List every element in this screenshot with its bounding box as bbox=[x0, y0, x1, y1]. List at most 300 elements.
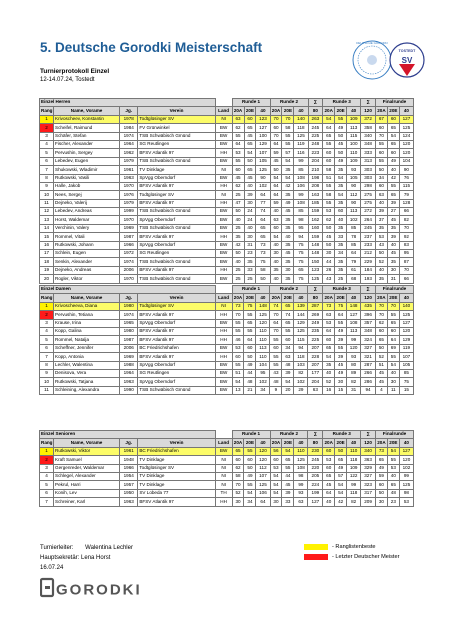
score-cell: 70 bbox=[387, 302, 399, 310]
name-cell: Pervushin, Sergey bbox=[54, 149, 120, 157]
score-cell: 54 bbox=[244, 149, 256, 157]
rank-cell: 6 bbox=[40, 157, 54, 165]
score-cell: 127 bbox=[308, 498, 323, 506]
rank-cell: 12 bbox=[40, 208, 54, 216]
col-d40: 40 bbox=[399, 107, 413, 115]
rank-cell: 2 bbox=[40, 124, 54, 132]
header-round-1: Runde 1 bbox=[232, 99, 270, 107]
score-cell: 65 bbox=[375, 456, 387, 464]
club-cell: TV Dinklage bbox=[138, 456, 215, 464]
score-cell: 55 bbox=[232, 327, 244, 335]
land-cell: NI bbox=[215, 191, 232, 199]
table-row bbox=[40, 369, 414, 377]
score-cell: 55 bbox=[335, 319, 347, 327]
rank-cell: 11 bbox=[40, 386, 54, 394]
score-cell: 40 bbox=[270, 275, 282, 283]
rank-cell: 3 bbox=[40, 319, 54, 327]
score-cell: 59 bbox=[375, 472, 387, 480]
score-cell: 45 bbox=[282, 208, 294, 216]
score-cell: 13 bbox=[232, 386, 244, 394]
land-cell: HH bbox=[215, 353, 232, 361]
score-cell: 99 bbox=[347, 481, 361, 489]
score-cell: 54 bbox=[282, 174, 294, 182]
score-cell: 62 bbox=[375, 319, 387, 327]
col-d20e: 20E bbox=[244, 439, 256, 447]
score-cell: 233 bbox=[361, 241, 376, 249]
score-cell: 102 bbox=[399, 464, 413, 472]
score-cell: 45 bbox=[270, 157, 282, 165]
score-cell: 50 bbox=[256, 275, 270, 283]
score-cell: 53 bbox=[323, 319, 335, 327]
score-cell: 55 bbox=[270, 336, 282, 344]
table-row bbox=[40, 489, 414, 497]
score-cell: 40 bbox=[323, 369, 335, 377]
rank-cell: 17 bbox=[40, 250, 54, 258]
col-d40: 40 bbox=[294, 294, 308, 302]
score-cell: 286 bbox=[361, 378, 376, 386]
score-cell: 63 bbox=[232, 115, 244, 123]
table-row bbox=[40, 464, 414, 472]
score-cell: 99 bbox=[347, 336, 361, 344]
score-cell: 177 bbox=[308, 369, 323, 377]
score-cell: 54 bbox=[335, 489, 347, 497]
score-cell: 55 bbox=[323, 182, 335, 190]
score-cell: 40 bbox=[270, 258, 282, 266]
table-row bbox=[40, 216, 414, 224]
col-land: Land bbox=[215, 107, 232, 115]
logo-ring-text: DEUTSCHE GORODKI bbox=[356, 41, 388, 45]
score-cell: 83 bbox=[399, 241, 413, 249]
brand-logo bbox=[40, 577, 150, 599]
table-row bbox=[40, 311, 414, 319]
score-cell: 30 bbox=[244, 233, 256, 241]
score-cell: 327 bbox=[361, 472, 376, 480]
year-cell: 1961 bbox=[120, 166, 138, 174]
score-cell: 4 bbox=[375, 386, 387, 394]
score-cell: 120 bbox=[399, 140, 413, 148]
land-cell: BW bbox=[215, 369, 232, 377]
club-cell: BFSV Atlantik 97 bbox=[138, 182, 215, 190]
score-cell: 60 bbox=[387, 149, 399, 157]
score-cell: 48 bbox=[282, 361, 294, 369]
score-cell: 47 bbox=[232, 199, 244, 207]
score-cell: 60 bbox=[387, 327, 399, 335]
col-d20e: 20E bbox=[282, 107, 294, 115]
score-cell: 52 bbox=[375, 258, 387, 266]
score-cell: 45 bbox=[244, 132, 256, 140]
score-cell: 46 bbox=[232, 336, 244, 344]
score-cell: 245 bbox=[308, 456, 323, 464]
header-sum: ∑ bbox=[308, 99, 323, 107]
score-cell: 54 bbox=[282, 378, 294, 386]
club-cell: TSB Schwäbisch Gmünd bbox=[138, 208, 215, 216]
score-cell: 95 bbox=[256, 369, 270, 377]
score-cell: 60 bbox=[375, 124, 387, 132]
header-round-1: Runde 1 bbox=[232, 286, 270, 294]
table-row bbox=[40, 250, 414, 258]
score-cell: 55 bbox=[232, 157, 244, 165]
score-cell: 70 bbox=[375, 302, 387, 310]
score-cell: 207 bbox=[308, 344, 323, 352]
header-final: Finalrunde bbox=[375, 99, 413, 107]
col-d20a: 20A bbox=[232, 439, 244, 447]
score-cell: 82 bbox=[347, 378, 361, 386]
club-cell: SpVgg Oberndorf bbox=[138, 378, 215, 386]
score-cell: 266 bbox=[361, 369, 376, 377]
rank-cell: 7 bbox=[40, 353, 54, 361]
score-cell: 50 bbox=[323, 224, 335, 232]
year-cell: 1970 bbox=[120, 275, 138, 283]
score-cell: 115 bbox=[399, 182, 413, 190]
score-cell: 35 bbox=[323, 361, 335, 369]
table-row bbox=[40, 124, 414, 132]
section-title: Einzel Senioren bbox=[40, 431, 216, 439]
club-cell: SpVgg Oberndorf bbox=[138, 319, 215, 327]
score-cell: 70 bbox=[270, 132, 282, 140]
header-sum-2: ∑ bbox=[361, 99, 376, 107]
score-cell: 55 bbox=[282, 132, 294, 140]
col-d20a: 20A bbox=[323, 107, 335, 115]
year-cell: 1990 bbox=[120, 386, 138, 394]
name-cell: Nees, Sergej bbox=[54, 191, 120, 199]
rank-cell: 20 bbox=[40, 275, 54, 283]
club-cell: FV Grünwinkel bbox=[138, 124, 215, 132]
score-cell: 113 bbox=[347, 208, 361, 216]
referee-name: Walentina Lechler bbox=[85, 545, 133, 551]
score-cell: 125 bbox=[256, 166, 270, 174]
land-cell: HH bbox=[215, 498, 232, 506]
score-cell: 116 bbox=[294, 149, 308, 157]
score-cell: 230 bbox=[308, 447, 323, 455]
score-cell: 357 bbox=[361, 319, 376, 327]
col-verein: Verein bbox=[138, 439, 215, 447]
col-d40: 40 bbox=[347, 439, 361, 447]
score-cell: 64 bbox=[347, 250, 361, 258]
rank-cell: 19 bbox=[40, 266, 54, 274]
score-cell: 120 bbox=[256, 447, 270, 455]
score-cell: 82 bbox=[347, 498, 361, 506]
col-d40: 40 bbox=[256, 439, 270, 447]
score-cell: 45 bbox=[282, 250, 294, 258]
score-cell: 60 bbox=[323, 464, 335, 472]
score-cell: 45 bbox=[387, 250, 399, 258]
col-d20a: 20A bbox=[375, 439, 387, 447]
score-cell: 33 bbox=[335, 233, 347, 241]
score-cell: 43 bbox=[375, 241, 387, 249]
page-title: 5. Deutsche Gorodki Meisterschaft bbox=[40, 40, 263, 55]
referee-label: Turnierleiter: bbox=[40, 545, 74, 551]
col-name: Name, Vorame bbox=[54, 294, 120, 302]
club-cell: Todtglüsinger SV bbox=[138, 464, 215, 472]
name-cell: Rogler, Viktor bbox=[54, 275, 120, 283]
club-cell: TV Dinklage bbox=[138, 472, 215, 480]
score-cell: 54 bbox=[335, 481, 347, 489]
score-cell: 103 bbox=[294, 361, 308, 369]
score-cell: 76 bbox=[399, 174, 413, 182]
score-cell: 55 bbox=[387, 182, 399, 190]
rank-cell: 7 bbox=[40, 498, 54, 506]
score-cell: 35 bbox=[282, 258, 294, 266]
table-row bbox=[40, 199, 414, 207]
club-cell: BFSV Atlantik 97 bbox=[138, 149, 215, 157]
score-cell: 64 bbox=[270, 319, 282, 327]
header-round-2: Runde 2 bbox=[270, 286, 308, 294]
score-cell: 79 bbox=[347, 258, 361, 266]
legend-prev: - Letzter Deutscher Meister bbox=[332, 554, 400, 560]
score-cell: 48 bbox=[270, 378, 282, 386]
club-cell: TSB Schwäbisch Gmünd bbox=[138, 275, 215, 283]
score-cell: 118 bbox=[347, 456, 361, 464]
score-cell: 40 bbox=[375, 199, 387, 207]
score-cell: 60 bbox=[375, 149, 387, 157]
score-cell: 49 bbox=[282, 199, 294, 207]
score-cell: 44 bbox=[282, 472, 294, 480]
score-cell: 94 bbox=[294, 233, 308, 241]
score-cell: 317 bbox=[361, 489, 376, 497]
club-cell: TSB Schwäbisch Gmünd bbox=[138, 224, 215, 232]
score-cell: 127 bbox=[399, 115, 413, 123]
year-cell: 1969 bbox=[120, 224, 138, 232]
score-cell: 55 bbox=[323, 199, 335, 207]
score-cell: 35 bbox=[387, 224, 399, 232]
score-cell: 112 bbox=[256, 464, 270, 472]
rank-cell: 16 bbox=[40, 241, 54, 249]
score-cell: 50 bbox=[232, 208, 244, 216]
score-cell: 70 bbox=[270, 115, 282, 123]
col-d20e: 20E bbox=[387, 107, 399, 115]
score-cell: 129 bbox=[399, 336, 413, 344]
score-cell: 106 bbox=[256, 489, 270, 497]
year-cell: 1988 bbox=[120, 361, 138, 369]
score-cell: 55 bbox=[244, 481, 256, 489]
score-cell: 35 bbox=[282, 275, 294, 283]
land-cell: NI bbox=[215, 464, 232, 472]
score-cell: 55 bbox=[335, 344, 347, 352]
score-cell: 124 bbox=[399, 132, 413, 140]
score-cell: 33 bbox=[244, 266, 256, 274]
score-cell: 372 bbox=[361, 115, 376, 123]
score-cell: 60 bbox=[335, 208, 347, 216]
score-cell: 107 bbox=[399, 353, 413, 361]
club-cell: SG Reutlingen bbox=[138, 140, 215, 148]
table-row bbox=[40, 182, 414, 190]
score-cell: 65 bbox=[244, 319, 256, 327]
score-cell: 53 bbox=[323, 456, 335, 464]
score-cell: 102 bbox=[256, 182, 270, 190]
land-cell: BW bbox=[215, 378, 232, 386]
score-cell: 35 bbox=[270, 266, 282, 274]
score-cell: 35 bbox=[335, 166, 347, 174]
score-cell: 63 bbox=[294, 498, 308, 506]
year-cell: 1964 bbox=[120, 369, 138, 377]
score-cell: 109 bbox=[347, 115, 361, 123]
score-cell: 45 bbox=[244, 174, 256, 182]
score-table bbox=[39, 285, 414, 395]
score-cell: 108 bbox=[294, 464, 308, 472]
col-d20a: 20A bbox=[270, 294, 282, 302]
score-cell: 35 bbox=[282, 241, 294, 249]
score-cell: 70 bbox=[232, 311, 244, 319]
score-cell: 30 bbox=[270, 498, 282, 506]
col-land: Land bbox=[215, 294, 232, 302]
club-cell: Todtglüsinger SV bbox=[138, 302, 215, 310]
legend-swatch-best bbox=[304, 544, 328, 550]
score-cell: 120 bbox=[256, 319, 270, 327]
score-cell: 102 bbox=[347, 216, 361, 224]
table-row bbox=[40, 447, 414, 455]
score-cell: 74 bbox=[282, 311, 294, 319]
col-d80: 80 bbox=[308, 439, 323, 447]
score-table bbox=[39, 430, 414, 507]
table-row bbox=[40, 224, 414, 232]
score-cell: 313 bbox=[361, 157, 376, 165]
score-cell: 54 bbox=[282, 447, 294, 455]
score-cell: 49 bbox=[335, 464, 347, 472]
score-cell: 75 bbox=[244, 302, 256, 310]
score-cell: 264 bbox=[361, 216, 376, 224]
rank-cell: 2 bbox=[40, 456, 54, 464]
score-cell: 35 bbox=[335, 266, 347, 274]
score-cell: 64 bbox=[387, 336, 399, 344]
score-cell: 120 bbox=[347, 344, 361, 352]
score-cell: 148 bbox=[308, 250, 323, 258]
score-cell: 62 bbox=[232, 182, 244, 190]
name-cell: Pervushin, Tetiana bbox=[54, 311, 120, 319]
score-cell: 24 bbox=[244, 208, 256, 216]
score-cell: 39 bbox=[282, 489, 294, 497]
year-cell: 1963 bbox=[120, 378, 138, 386]
name-cell: Schlein, Eugen bbox=[54, 250, 120, 258]
land-cell: BW bbox=[215, 250, 232, 258]
score-cell: 60 bbox=[232, 166, 244, 174]
score-cell: 49 bbox=[335, 327, 347, 335]
score-cell: 21 bbox=[244, 386, 256, 394]
score-cell: 65 bbox=[282, 319, 294, 327]
score-cell: 34 bbox=[244, 498, 256, 506]
land-cell: BW bbox=[215, 447, 232, 455]
score-cell: 50 bbox=[375, 250, 387, 258]
score-cell: 55 bbox=[244, 327, 256, 335]
score-cell: 73 bbox=[256, 241, 270, 249]
score-cell: 53 bbox=[375, 233, 387, 241]
table-row bbox=[40, 140, 414, 148]
name-cell: Kopp, Galina bbox=[54, 327, 120, 335]
header-round-2: Runde 2 bbox=[270, 99, 308, 107]
name-cell: Rutkowski, Viktor bbox=[54, 447, 120, 455]
table-row bbox=[40, 472, 414, 480]
score-cell: 40 bbox=[232, 258, 244, 266]
score-cell: 50 bbox=[244, 157, 256, 165]
score-cell: 58 bbox=[256, 266, 270, 274]
header-blank bbox=[215, 431, 232, 439]
score-cell: 64 bbox=[323, 124, 335, 132]
score-cell: 60 bbox=[323, 336, 335, 344]
land-cell: BW bbox=[215, 319, 232, 327]
score-cell: 204 bbox=[308, 378, 323, 386]
score-cell: 122 bbox=[347, 472, 361, 480]
table-row bbox=[40, 378, 414, 386]
col-d40: 40 bbox=[347, 294, 361, 302]
rank-cell: 2 bbox=[40, 311, 54, 319]
score-cell: 303 bbox=[361, 174, 376, 182]
score-cell: 49 bbox=[244, 361, 256, 369]
col-verein: Verein bbox=[138, 294, 215, 302]
score-cell: 23 bbox=[244, 250, 256, 258]
score-cell: 35 bbox=[387, 258, 399, 266]
score-cell: 50 bbox=[375, 166, 387, 174]
score-cell: 30 bbox=[282, 266, 294, 274]
table-row bbox=[40, 191, 414, 199]
score-cell: 85 bbox=[294, 166, 308, 174]
header-final: Finalrunde bbox=[375, 431, 413, 439]
score-cell: 287 bbox=[308, 302, 323, 310]
score-cell: 11 bbox=[387, 386, 399, 394]
col-jg: Jg. bbox=[120, 439, 138, 447]
score-cell: 107 bbox=[256, 472, 270, 480]
score-cell: 82 bbox=[294, 369, 308, 377]
score-cell: 163 bbox=[308, 191, 323, 199]
score-cell: 128 bbox=[399, 199, 413, 207]
score-cell: 60 bbox=[323, 157, 335, 165]
score-cell: 34 bbox=[256, 386, 270, 394]
score-cell: 34 bbox=[282, 344, 294, 352]
score-cell: 53 bbox=[323, 208, 335, 216]
table-row bbox=[40, 456, 414, 464]
table-row bbox=[40, 302, 414, 310]
land-cell: HH bbox=[215, 182, 232, 190]
col-d20e: 20E bbox=[282, 439, 294, 447]
col-d20e: 20E bbox=[335, 439, 347, 447]
land-cell: BW bbox=[215, 224, 232, 232]
score-cell: 40 bbox=[335, 216, 347, 224]
col-d40: 40 bbox=[256, 107, 270, 115]
year-cell: 1984 bbox=[120, 124, 138, 132]
score-cell: 65 bbox=[387, 124, 399, 132]
score-cell: 65 bbox=[282, 456, 294, 464]
score-cell: 102 bbox=[294, 378, 308, 386]
year-cell: 1966 bbox=[120, 464, 138, 472]
rank-cell: 6 bbox=[40, 344, 54, 352]
score-cell: 54 bbox=[323, 115, 335, 123]
score-cell: 75 bbox=[294, 258, 308, 266]
col-d80: 80 bbox=[308, 107, 323, 115]
rank-cell: 14 bbox=[40, 224, 54, 232]
score-cell: 40 bbox=[244, 224, 256, 232]
col-name: Name, Vorame bbox=[54, 107, 120, 115]
score-cell: 34 bbox=[335, 250, 347, 258]
score-cell: 123 bbox=[256, 115, 270, 123]
score-cell: 144 bbox=[294, 311, 308, 319]
score-cell: 65 bbox=[387, 191, 399, 199]
club-cell: SG Reutlingen bbox=[138, 250, 215, 258]
table-row bbox=[40, 361, 414, 369]
rank-cell: 11 bbox=[40, 199, 54, 207]
score-cell: 148 bbox=[308, 241, 323, 249]
score-cell: 55 bbox=[282, 327, 294, 335]
score-cell: 100 bbox=[347, 140, 361, 148]
table-row bbox=[40, 336, 414, 344]
name-cell: Shukowski, Wladimir bbox=[54, 166, 120, 174]
table-row bbox=[40, 498, 414, 506]
score-cell: 52 bbox=[375, 353, 387, 361]
land-cell: BW bbox=[215, 157, 232, 165]
col-d20e: 20E bbox=[244, 294, 256, 302]
secretary-line: Hauptsekretär: Lena Horst bbox=[40, 555, 111, 561]
score-cell: 110 bbox=[347, 149, 361, 157]
rank-cell: 8 bbox=[40, 174, 54, 182]
score-cell: 185 bbox=[308, 199, 323, 207]
score-cell: 55 bbox=[387, 311, 399, 319]
